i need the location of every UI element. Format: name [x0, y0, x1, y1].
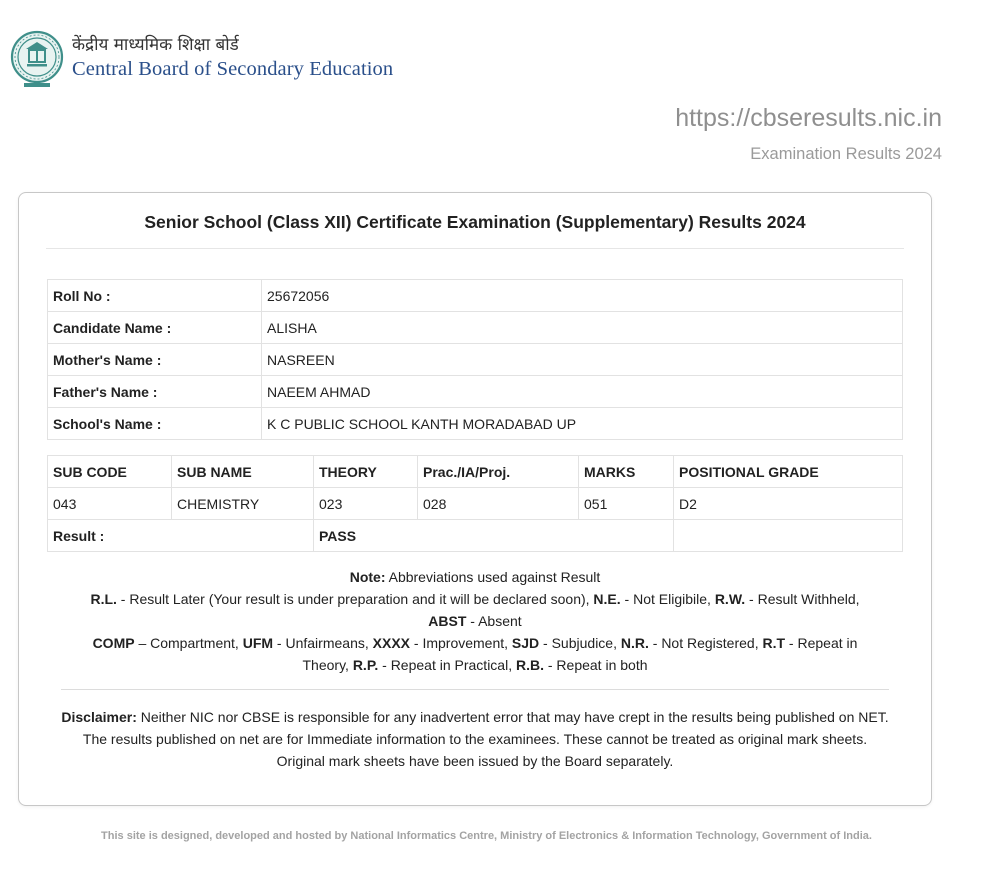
note-abbr: COMP [92, 635, 135, 651]
site-footer: This site is designed, developed and hosted by National Informatics Centre, Ministry of Electronics & Information Technology, Government of India. [101, 830, 872, 842]
result-card [18, 192, 932, 806]
info-value: K C PUBLIC SCHOOL KANTH MORADABAD UP [262, 408, 903, 440]
note-abbr: N.R. [620, 635, 649, 651]
note-desc: - Not Registered, [648, 635, 763, 651]
marks-table [47, 455, 903, 552]
result-row [48, 520, 903, 552]
disclaimer [59, 706, 891, 772]
note-abbr: R.T [762, 635, 786, 651]
header-practical: Prac./IA/Proj. [418, 456, 579, 488]
cell-marks: 051 [579, 488, 674, 520]
marks-row [48, 488, 903, 520]
cell-sub-name: CHEMISTRY [172, 488, 314, 520]
note-abbr: XXXX [372, 635, 410, 651]
disclaimer-heading: Disclaimer: [61, 709, 137, 725]
cell-grade: D2 [674, 488, 903, 520]
header-sub-name: SUB NAME [172, 456, 314, 488]
note-line-2 [75, 632, 875, 676]
note-heading: Note: [349, 569, 386, 585]
note-desc: - Result Withheld, [745, 591, 860, 607]
cell-theory: 023 [314, 488, 418, 520]
header-sub-code: SUB CODE [48, 456, 172, 488]
note-desc: - Subjudice, [539, 635, 621, 651]
info-label: Father's Name : [48, 376, 262, 408]
note-desc: - Absent [466, 613, 522, 629]
info-label: School's Name : [48, 408, 262, 440]
result-title: Senior School (Class XII) Certificate Examination (Supplementary) Results 2024 [144, 212, 806, 232]
note-heading-line [75, 566, 875, 588]
note-desc: - Improvement, [410, 635, 512, 651]
site-url[interactable]: https://cbseresults.nic.in [675, 104, 942, 132]
note-abbr: R.B. [515, 657, 544, 673]
note-abbr: ABST [428, 613, 467, 629]
title-divider [46, 248, 904, 249]
info-value: NASREEN [262, 344, 903, 376]
marks-header-row [48, 456, 903, 488]
org-name-hindi: केंद्रीय माध्यमिक शिक्षा बोर्ड [72, 35, 239, 55]
note-divider [61, 689, 889, 690]
info-value: NAEEM AHMAD [262, 376, 903, 408]
candidate-info-table [47, 279, 903, 440]
note-abbr: UFM [242, 635, 274, 651]
note-desc: - Repeat in Theory, [302, 635, 858, 673]
note-desc: - Not Eligibile, [620, 591, 715, 607]
note-abbr: R.W. [714, 591, 746, 607]
note-desc: - Repeat in Practical, [378, 657, 516, 673]
note-desc: – Compartment, [134, 635, 243, 651]
info-label: Roll No : [48, 280, 262, 312]
note-desc: - Repeat in both [543, 657, 648, 673]
info-value: ALISHA [262, 312, 903, 344]
note-abbr: R.L. [90, 591, 117, 607]
result-value: PASS [314, 520, 674, 552]
candidate-info-row [48, 280, 903, 312]
candidate-info-row [48, 344, 903, 376]
header-grade: POSITIONAL GRADE [674, 456, 903, 488]
note-heading-text: Abbreviations used against Result [385, 569, 601, 585]
cell-practical: 028 [418, 488, 579, 520]
note-desc: - Result Later (Your result is under preparation and it will be declared soon), [116, 591, 594, 607]
site-header [10, 26, 393, 90]
info-label: Mother's Name : [48, 344, 262, 376]
org-name-english: Central Board of Secondary Education [72, 58, 394, 80]
candidate-info-row [48, 408, 903, 440]
result-label: Result : [48, 520, 314, 552]
note-desc: - Unfairmeans, [273, 635, 373, 651]
org-names [72, 34, 393, 82]
site-subtitle: Examination Results 2024 [750, 145, 942, 163]
header-theory: THEORY [314, 456, 418, 488]
header-marks: MARKS [579, 456, 674, 488]
note-abbr: SJD [511, 635, 540, 651]
cbse-emblem-icon [10, 27, 64, 89]
note-abbr: N.E. [593, 591, 621, 607]
candidate-info-row [48, 312, 903, 344]
note-line-1 [75, 588, 875, 632]
abbreviation-note [75, 566, 875, 676]
info-value: 25672056 [262, 280, 903, 312]
cell-sub-code: 043 [48, 488, 172, 520]
candidate-info-row [48, 376, 903, 408]
note-abbr: R.P. [352, 657, 379, 673]
disclaimer-text: Neither NIC nor CBSE is responsible for any inadvertent error that may have crept in the results being published on NET. The results published on net are for Immediate information to the examinees. These cannot be treated as original mark sheets. Original mark sheets have been issued by the Board separately. [82, 709, 889, 769]
info-label: Candidate Name : [48, 312, 262, 344]
result-empty-cell [674, 520, 903, 552]
